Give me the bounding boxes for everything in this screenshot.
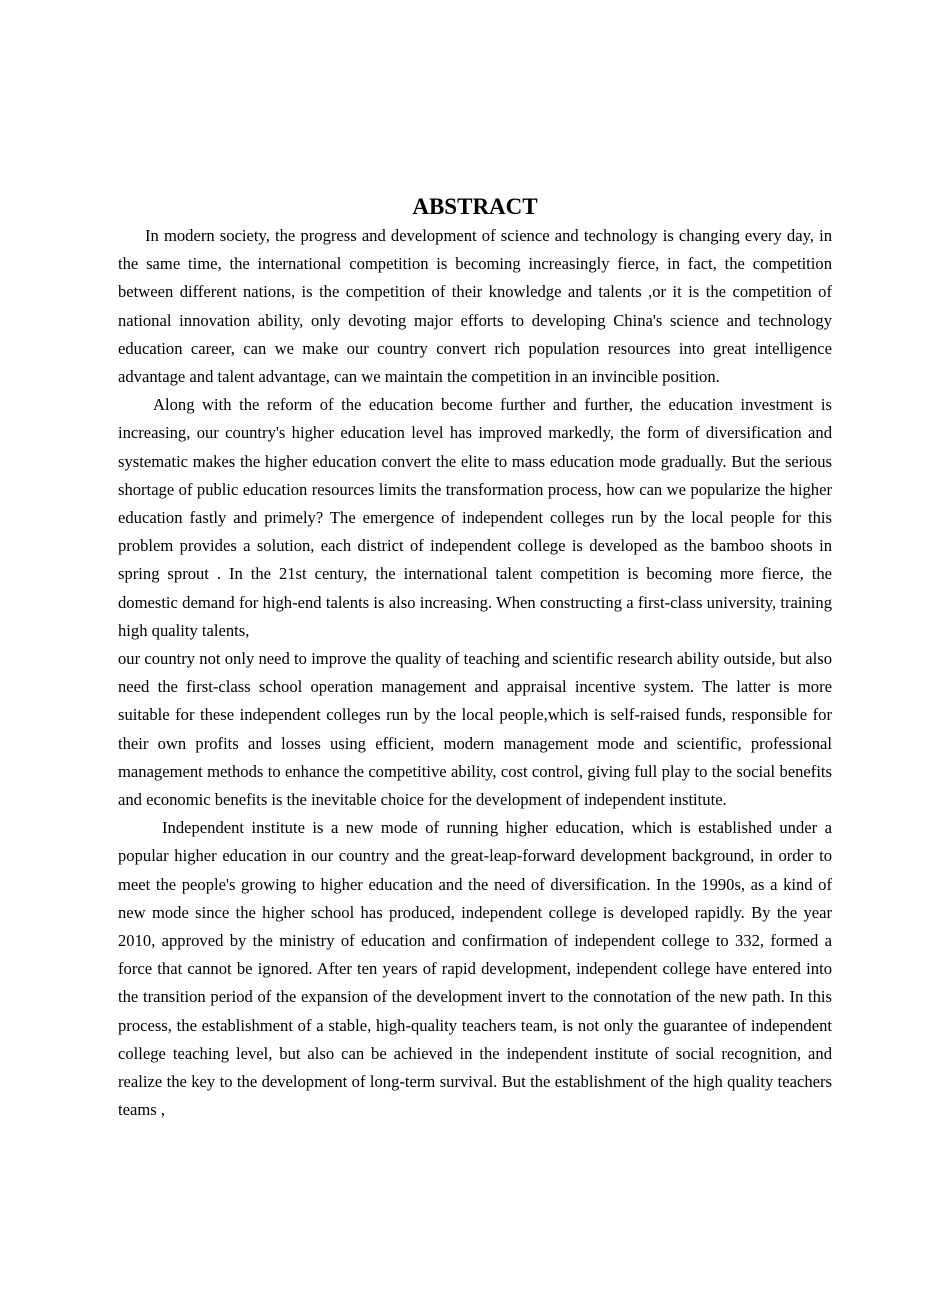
- paragraph-2: Along with the reform of the education become further and further, the education investment is increasing, our country's higher education level has improved markedly, the form of diversification and systematic makes the higher education convert the elite to mass education mode gradually. But the serious shortage of public education resources limits the transformation process, how can we popularize the higher education fastly and primely? The emergence of independent colleges run by the local people for this problem provides a solution, each district of independent college is developed as the bamboo shoots in spring sprout . In the 21st century, the international talent competition is becoming more fierce, the domestic demand for high-end talents is also increasing. When constructing a first-class university, training high quality talents,: [118, 395, 832, 640]
- paragraph-1: In modern society, the progress and development of science and technology is changing every day, in the same time, the international competition is becoming increasingly fierce, in fact, the competition between different nations, is the competition of their knowledge and talents ,or it is the competition of national innovation ability, only devoting major efforts to developing China's science and technology education career, can we make our country convert rich population resources into great intelligence advantage and talent advantage, can we maintain the competition in an invincible position.: [118, 226, 832, 387]
- abstract-heading: ABSTRACT: [412, 194, 538, 219]
- paragraph-3: our country not only need to improve the quality of teaching and scientific research ability outside, but also need the first-class school operation management and appraisal incentive system. The latter is more suitable for these independent colleges run by the local people,which is self-raised funds, responsible for their own profits and losses using efficient, modern management mode and scientific, professional management methods to enhance the competitive ability, cost control, giving full play to the social benefits and economic benefits is the inevitable choice for the development of independent institute.: [118, 649, 832, 810]
- abstract-body: [118, 222, 832, 1125]
- paragraph-4: Independent institute is a new mode of running higher education, which is established under a popular higher education in our country and the great-leap-forward development background, in order to meet the people's growing to higher education and the need of diversification. In the 1990s, as a kind of new mode since the higher school has produced, independent college is developed rapidly. By the year 2010, approved by the ministry of education and confirmation of independent college to 332, formed a force that cannot be ignored. After ten years of rapid development, independent college have entered into the transition period of the expansion of the development invert to the connotation of the new path. In this process, the establishment of a stable, high-quality teachers team, is not only the guarantee of independent college teaching level, but also can be achieved in the independent institute of social recognition, and realize the key to the development of long-term survival. But the establishment of the high quality teachers teams ,: [118, 818, 832, 1120]
